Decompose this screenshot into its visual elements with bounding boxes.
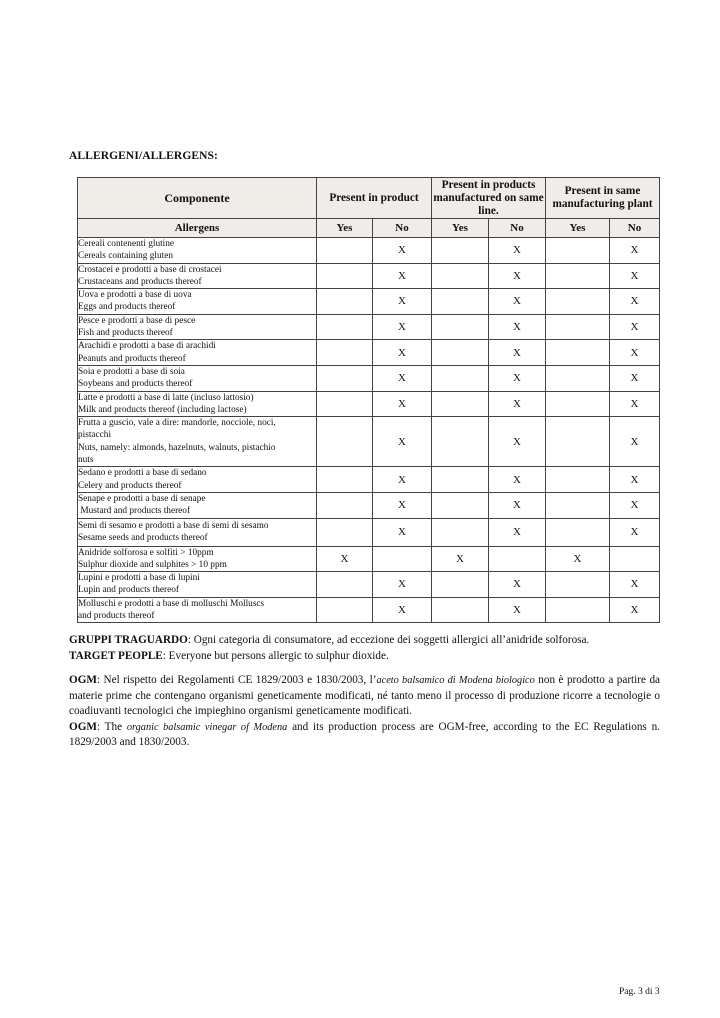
mark-product-yes — [317, 492, 373, 518]
mark-line-yes — [432, 572, 489, 598]
allergen-name-line: Eggs and products thereof — [78, 302, 176, 313]
mark-plant-no: X — [610, 518, 660, 546]
allergen-name-line: Uova e prodotti a base di uova — [78, 290, 192, 301]
allergen-name — [78, 492, 317, 518]
allergen-name-line: Celery and products thereof — [78, 480, 182, 491]
mark-line-no: X — [489, 572, 546, 598]
table-row — [78, 467, 660, 493]
header-present-same-line: Present in products manufactured on same line. — [433, 178, 544, 217]
mark-plant-no: X — [610, 314, 660, 340]
header-present-in-product: Present in product — [317, 178, 432, 219]
mark-plant-no: X — [610, 417, 660, 467]
mark-line-yes — [432, 263, 489, 289]
allergen-name-line: Cereali contenenti glutine — [78, 239, 175, 249]
mark-product-no: X — [373, 289, 432, 315]
header-componente: Componente — [78, 178, 317, 219]
allergen-name-line: Mustard and products thereof — [78, 506, 191, 517]
mark-plant-yes — [546, 314, 610, 340]
mark-line-yes — [432, 467, 489, 493]
mark-plant-yes — [546, 492, 610, 518]
allergen-name-line: Semi di sesamo e prodotti a base di semi di sesamo — [78, 520, 269, 531]
mark-line-no: X — [489, 518, 546, 546]
target-it-paragraph — [69, 633, 660, 649]
table-row — [78, 289, 660, 315]
allergen-name — [78, 365, 317, 391]
allergen-name — [78, 391, 317, 417]
allergen-name — [78, 518, 317, 546]
allergen-name-line: Sedano e prodotti a base di sedano — [78, 468, 207, 479]
ogm-en-italic: organic balsamic vinegar of Modena — [126, 721, 288, 733]
mark-line-yes — [432, 518, 489, 546]
mark-product-no: X — [373, 263, 432, 289]
allergen-name-line: Peanuts and products thereof — [78, 353, 186, 364]
allergen-name-line: Arachidi e prodotti a base di arachidi — [78, 341, 216, 352]
mark-product-yes — [317, 340, 373, 366]
allergen-name — [78, 467, 317, 493]
mark-plant-no: X — [610, 289, 660, 315]
allergen-name-line: Crostacei e prodotti a base di crostacei — [78, 264, 222, 275]
allergen-name-line: Lupini e prodotti a base di lupini — [78, 573, 200, 584]
table-row — [78, 391, 660, 417]
mark-product-yes — [317, 391, 373, 417]
mark-plant-no: X — [610, 597, 660, 623]
table-row — [78, 417, 660, 467]
allergen-name-line: nuts — [78, 455, 94, 466]
allergen-name-line: Frutta a guscio, vale a dire: mandorle, nocciole, noci, — [78, 418, 276, 429]
header-present-same-plant: Present in same manufacturing plant — [546, 178, 660, 219]
header-no: No — [610, 219, 660, 238]
mark-product-no — [373, 546, 432, 572]
mark-plant-no: X — [610, 492, 660, 518]
mark-line-no: X — [489, 492, 546, 518]
table-row — [78, 365, 660, 391]
mark-product-yes — [317, 572, 373, 598]
header-yes: Yes — [432, 219, 489, 238]
allergen-name-line: Molluschi e prodotti a base di molluschi Molluscs — [78, 598, 265, 609]
table-row — [78, 340, 660, 366]
mark-product-no: X — [373, 597, 432, 623]
mark-plant-no: X — [610, 340, 660, 366]
table-row — [78, 238, 660, 264]
allergen-name-line: Soia e prodotti a base di soia — [78, 366, 185, 377]
mark-plant-yes — [546, 597, 610, 623]
allergen-name — [78, 417, 317, 467]
mark-line-yes — [432, 289, 489, 315]
mark-product-no: X — [373, 314, 432, 340]
ogm-en-text-2: and its production process are OGM-free, according to the EC Regulations n. 1829/2003 and 1830/2003. — [69, 720, 660, 748]
ogm-it-label: OGM — [69, 674, 97, 686]
header-yes: Yes — [546, 219, 610, 238]
mark-product-no: X — [373, 238, 432, 264]
mark-line-yes — [432, 314, 489, 340]
mark-plant-yes — [546, 365, 610, 391]
mark-line-yes — [432, 238, 489, 264]
allergen-name-line: Latte e prodotti a base di latte (incluso lattosio) — [78, 392, 254, 403]
mark-line-yes — [432, 597, 489, 623]
mark-product-yes — [317, 597, 373, 623]
ogm-en-label: OGM — [69, 720, 97, 733]
page-number: Pag. 3 di 3 — [619, 987, 660, 997]
mark-plant-yes — [546, 572, 610, 598]
allergen-name-line: Nuts, namely: almonds, hazelnuts, walnuts, pistachio — [78, 442, 276, 453]
allergen-name — [78, 314, 317, 340]
mark-product-no: X — [373, 340, 432, 366]
allergen-name — [78, 238, 317, 264]
allergen-name-line: Sesame seeds and products thereof — [78, 533, 208, 544]
allergen-name-line: Pesce e prodotti a base di pesce — [78, 315, 196, 326]
mark-product-no: X — [373, 365, 432, 391]
allergen-name-line: Lupin and products thereof — [78, 585, 179, 596]
mark-plant-no: X — [610, 572, 660, 598]
mark-line-yes — [432, 365, 489, 391]
allergen-name — [78, 263, 317, 289]
ogm-it-text-2: non è prodotto a partire da materie prime che contengano organismi geneticamente modificati, né tanto meno il processo di produzione ricorre a tecnologie o coadiuvanti tecnologici che impieghino organismi geneticamente modificati. — [69, 674, 660, 717]
mark-product-yes: X — [317, 546, 373, 572]
mark-product-yes — [317, 467, 373, 493]
header-allergens: Allergens — [78, 219, 317, 238]
target-en-text: : Everyone but persons allergic to sulphur dioxide. — [162, 649, 389, 662]
mark-plant-no: X — [610, 263, 660, 289]
mark-plant-yes — [546, 391, 610, 417]
mark-line-no: X — [489, 365, 546, 391]
mark-plant-yes — [546, 518, 610, 546]
mark-line-yes: X — [432, 546, 489, 572]
mark-product-yes — [317, 238, 373, 264]
mark-line-no — [489, 546, 546, 572]
ogm-it-paragraph — [69, 673, 660, 720]
mark-product-yes — [317, 417, 373, 467]
allergen-name-line: Senape e prodotti a base di senape — [78, 493, 206, 504]
mark-product-no: X — [373, 492, 432, 518]
mark-plant-yes — [546, 238, 610, 264]
mark-plant-yes — [546, 340, 610, 366]
table-row — [78, 314, 660, 340]
ogm-section — [69, 673, 660, 751]
mark-product-yes — [317, 518, 373, 546]
mark-line-no: X — [489, 263, 546, 289]
mark-product-no: X — [373, 518, 432, 546]
mark-line-yes — [432, 417, 489, 467]
mark-line-no: X — [489, 314, 546, 340]
target-section — [69, 633, 660, 664]
allergen-name-line: Soybeans and products thereof — [78, 379, 193, 390]
mark-plant-no: X — [610, 467, 660, 493]
mark-line-no: X — [489, 340, 546, 366]
mark-plant-no: X — [610, 238, 660, 264]
mark-line-no: X — [489, 467, 546, 493]
target-it-label: GRUPPI TRAGUARDO — [69, 634, 188, 646]
mark-plant-yes — [546, 417, 610, 467]
ogm-en-paragraph — [69, 720, 660, 751]
mark-plant-no — [610, 546, 660, 572]
mark-plant-no: X — [610, 365, 660, 391]
mark-line-no: X — [489, 597, 546, 623]
mark-product-yes — [317, 289, 373, 315]
ogm-it-italic: aceto balsamico di Modena biologico — [376, 675, 535, 686]
mark-plant-yes: X — [546, 546, 610, 572]
mark-product-yes — [317, 314, 373, 340]
ogm-en-text-1: : The — [96, 720, 127, 733]
mark-product-yes — [317, 263, 373, 289]
table-row — [78, 518, 660, 546]
allergen-name-line: pistacchi — [78, 430, 112, 441]
mark-plant-yes — [546, 263, 610, 289]
allergen-name — [78, 340, 317, 366]
allergen-name — [78, 597, 317, 623]
target-en-paragraph — [69, 649, 660, 665]
header-yes: Yes — [317, 219, 373, 238]
mark-plant-no: X — [610, 391, 660, 417]
allergen-name-line: Sulphur dioxide and sulphites > 10 ppm — [78, 559, 227, 570]
mark-line-yes — [432, 391, 489, 417]
mark-line-no: X — [489, 417, 546, 467]
table-row — [78, 572, 660, 598]
mark-plant-yes — [546, 289, 610, 315]
table-row — [78, 263, 660, 289]
allergen-name — [78, 572, 317, 598]
allergen-table — [77, 177, 660, 623]
target-en-label: TARGET PEOPLE — [69, 649, 163, 662]
table-row — [78, 546, 660, 572]
table-row — [78, 597, 660, 623]
allergen-name-line: and products thereof — [78, 611, 155, 622]
section-title: ALLERGENI/ALLERGENS: — [69, 150, 218, 162]
mark-line-no: X — [489, 391, 546, 417]
allergen-name — [78, 546, 317, 572]
allergen-name-line: Anidride solforosa e solfiti > 10ppm — [78, 547, 214, 558]
mark-product-no: X — [373, 391, 432, 417]
allergen-name-line: Crustaceans and products thereof — [78, 276, 202, 287]
allergen-name-line: Cereals containing gluten — [78, 251, 174, 262]
ogm-it-text-1: : Nel rispetto dei Regolamenti CE 1829/2003 e 1830/2003, l’ — [96, 674, 377, 686]
mark-product-no: X — [373, 417, 432, 467]
target-it-text: : Ogni categoria di consumatore, ad eccezione dei soggetti allergici all’anidride solforosa. — [187, 634, 590, 646]
header-no: No — [489, 219, 546, 238]
mark-plant-yes — [546, 467, 610, 493]
header-no: No — [373, 219, 432, 238]
mark-product-yes — [317, 365, 373, 391]
mark-line-yes — [432, 340, 489, 366]
mark-product-no: X — [373, 572, 432, 598]
allergen-name — [78, 289, 317, 315]
mark-line-yes — [432, 492, 489, 518]
mark-line-no: X — [489, 289, 546, 315]
mark-product-no: X — [373, 467, 432, 493]
mark-line-no: X — [489, 238, 546, 264]
table-row — [78, 492, 660, 518]
allergen-name-line: Fish and products thereof — [78, 328, 173, 339]
allergen-name-line: Milk and products thereof (including lactose) — [78, 404, 247, 415]
